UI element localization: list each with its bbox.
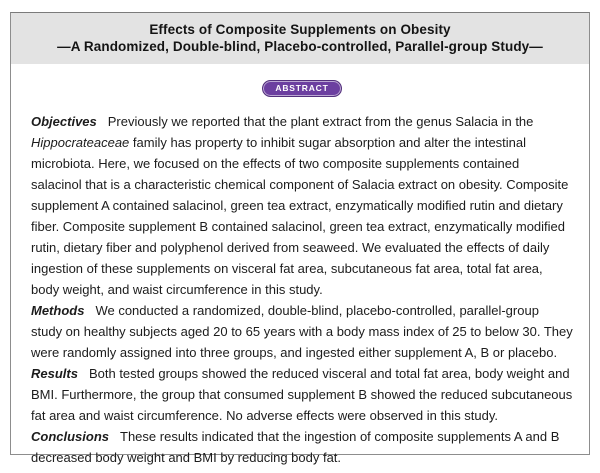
title-block (11, 13, 589, 64)
section-methods (31, 300, 573, 363)
paper-title: Effects of Composite Supplements on Obesity (149, 22, 451, 37)
results-text: Both tested groups showed the reduced visceral and total fat area, body weight and BMI. Furthermore, the group that consumed supplement B showed the reduced subcutaneous fat area and waist circumference. No adverse effects were observed in this study. (31, 366, 573, 423)
objectives-label: Objectives (31, 114, 97, 129)
section-conclusions (31, 426, 573, 468)
paper-subtitle: —A Randomized, Double-blind, Placebo-controlled, Parallel-group Study— (57, 39, 543, 54)
objectives-text-part1: Previously we reported that the plant extract from the genus Salacia in the (107, 114, 534, 129)
section-objectives (31, 111, 573, 300)
methods-label: Methods (31, 303, 85, 318)
abstract-body (11, 64, 589, 468)
abstract-panel (10, 12, 590, 465)
badge-row (31, 78, 573, 97)
objectives-italic-term: Hippocrateaceae (31, 135, 130, 150)
section-results (31, 363, 573, 426)
abstract-badge: ABSTRACT (262, 80, 341, 97)
objectives-text-part2: family has property to inhibit sugar absorption and alter the intestinal microbiota. Here, we focused on the effects of two composite supplements contained salacinol that is a characteristic chemical component of Salacia extract on obesity. Composite supplement A contained salacinol, green tea extract, enzymatically modified rutin and dietary fiber. Composite supplement B contained salacinol, green tea extract, enzymatically modified rutin, dietary fiber and polyphenol derived from seaweed. We evaluated the effects of daily ingestion of these supplements on visceral fat area, subcutaneous fat area, total fat area, body weight, and waist circumference in this study. (31, 135, 569, 297)
conclusions-label: Conclusions (31, 429, 110, 444)
conclusions-text: These results indicated that the ingestion of composite supplements A and B decreased body weight and BMI by reducing body fat. (31, 429, 560, 465)
results-label: Results (31, 366, 78, 381)
methods-text: We conducted a randomized, double-blind, placebo-controlled, parallel-group study on healthy subjects aged 20 to 65 years with a body mass index of 25 to below 30. They were randomly assigned into three groups, and ingested either supplement A, B or placebo. (31, 303, 573, 360)
abstract-text (31, 111, 573, 468)
